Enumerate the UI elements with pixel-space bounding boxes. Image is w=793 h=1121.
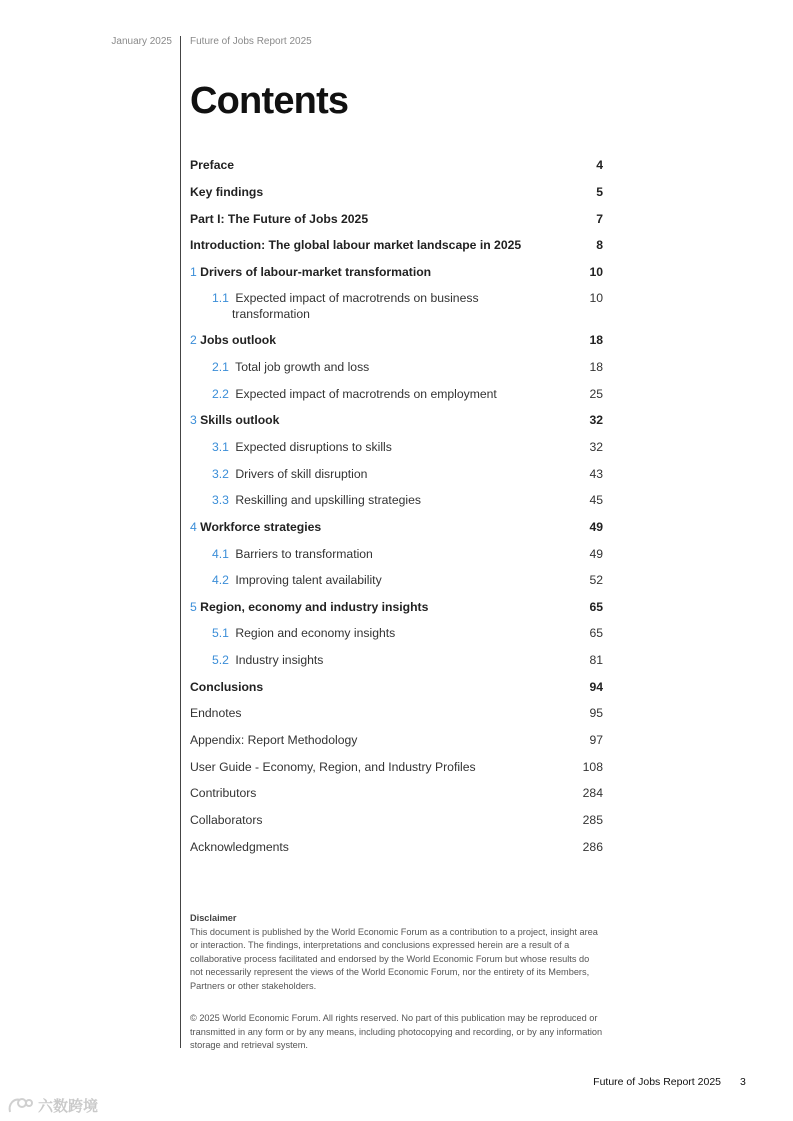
page-title: Contents bbox=[190, 80, 349, 122]
toc-entry-number: 3.2 bbox=[212, 467, 229, 481]
toc-entry-page: 95 bbox=[589, 706, 603, 720]
toc-entry-label: Expected impact of macrotrends on business transformation bbox=[232, 291, 479, 321]
toc-entry-label: Skills outlook bbox=[200, 413, 280, 427]
toc-entry-label: Drivers of labour-market transformation bbox=[200, 265, 432, 279]
toc-entry-number: 5.2 bbox=[212, 653, 229, 667]
toc-entry-number: 3.3 bbox=[212, 493, 229, 507]
toc-entry-page: 108 bbox=[582, 760, 603, 774]
toc-entry-number: 3 bbox=[190, 413, 197, 427]
header-date: January 2025 bbox=[111, 36, 172, 47]
toc-entry-number: 5.1 bbox=[212, 626, 229, 640]
toc-entry-label: Industry insights bbox=[235, 653, 324, 667]
toc-entry-label: Barriers to transformation bbox=[235, 547, 373, 561]
toc-entry-label: Drivers of skill disruption bbox=[235, 467, 368, 481]
toc-entry-page: 18 bbox=[589, 360, 603, 374]
toc-entry-page: 10 bbox=[589, 291, 603, 305]
toc-entry-label: Region, economy and industry insights bbox=[200, 600, 429, 614]
toc-entry-page: 94 bbox=[589, 680, 603, 694]
toc-entry-page: 52 bbox=[589, 573, 603, 587]
toc-entry-number: 1 bbox=[190, 265, 197, 279]
disclaimer-text: This document is published by the World Economic Forum as a contribution to a project, insight area or interaction. The findings, interpretations and conclusions expressed herein are a result of a collaborative process facilitated and endorsed by the World Economic Forum but whose results do not necessarily represent the views of the World Economic Forum, nor the entirety of its Members, Partners or other stakeholders. bbox=[190, 926, 598, 991]
toc-entry-page: 32 bbox=[589, 413, 603, 427]
toc-entry-label: Part I: The Future of Jobs 2025 bbox=[190, 212, 369, 226]
toc-entry-page: 284 bbox=[582, 786, 603, 800]
toc-entry-label: User Guide - Economy, Region, and Industry Profiles bbox=[190, 760, 476, 774]
toc-entry-label: Workforce strategies bbox=[200, 520, 322, 534]
toc-entry-label: Jobs outlook bbox=[200, 333, 277, 347]
toc-entry-page: 81 bbox=[589, 653, 603, 667]
toc-entry-label: Conclusions bbox=[190, 680, 264, 694]
toc-entry-page: 25 bbox=[589, 387, 603, 401]
toc-entry-number: 4.2 bbox=[212, 573, 229, 587]
toc-entry-label: Contributors bbox=[190, 786, 257, 800]
toc-entry-number: 3.1 bbox=[212, 440, 229, 454]
toc-entry-page: 49 bbox=[589, 547, 603, 561]
toc-entry-page: 49 bbox=[589, 520, 603, 534]
watermark bbox=[6, 1094, 98, 1116]
footer-report-title: Future of Jobs Report 2025 bbox=[593, 1076, 721, 1088]
toc-entry-page: 10 bbox=[589, 265, 603, 279]
toc-entry-page: 4 bbox=[596, 158, 603, 172]
toc-entry-page: 5 bbox=[596, 185, 603, 199]
disclaimer-heading: Disclaimer bbox=[190, 913, 237, 923]
toc-entry-page: 32 bbox=[589, 440, 603, 454]
toc-entry-page: 285 bbox=[582, 813, 603, 827]
toc-entry-label: Expected impact of macrotrends on employment bbox=[235, 387, 497, 401]
vertical-rule bbox=[180, 36, 181, 1048]
toc-entry-label: Introduction: The global labour market landscape in 2025 bbox=[190, 238, 522, 252]
toc-entry-label: Appendix: Report Methodology bbox=[190, 733, 358, 747]
toc-entry-label: Reskilling and upskilling strategies bbox=[235, 493, 421, 507]
toc-entry-number: 5 bbox=[190, 600, 197, 614]
toc-entry-page: 7 bbox=[596, 212, 603, 226]
copyright-notice: © 2025 World Economic Forum. All rights reserved. No part of this publication may be reproduced or transmitted in any form or by any means, including photocopying and recording, or by any information storage and retrieval system. bbox=[190, 1013, 603, 1051]
toc-entry-label: Improving talent availability bbox=[235, 573, 382, 587]
toc-entry-label: Region and economy insights bbox=[235, 626, 396, 640]
toc-entry-page: 43 bbox=[589, 467, 603, 481]
toc-entry-page: 65 bbox=[589, 600, 603, 614]
toc-entry-page: 45 bbox=[589, 493, 603, 507]
toc-entry-label: Collaborators bbox=[190, 813, 263, 827]
toc-entry-page: 286 bbox=[582, 840, 603, 854]
toc-entry-page: 65 bbox=[589, 626, 603, 640]
disclaimer bbox=[190, 912, 604, 994]
toc-entry-label: Key findings bbox=[190, 185, 264, 199]
toc-entry-number: 2 bbox=[190, 333, 197, 347]
toc-entry-number: 2.2 bbox=[212, 387, 229, 401]
watermark-text: 六数跨境 bbox=[38, 1097, 99, 1115]
toc-entry-label: Preface bbox=[190, 158, 235, 172]
toc-entry-page: 97 bbox=[589, 733, 603, 747]
toc-entry-page: 18 bbox=[589, 333, 603, 347]
toc-entry-number: 1.1 bbox=[212, 291, 229, 305]
footer-page-number: 3 bbox=[740, 1076, 746, 1088]
toc-entry-number: 2.1 bbox=[212, 360, 229, 374]
toc-entry-label: Acknowledgments bbox=[190, 840, 289, 854]
watermark-logo-icon bbox=[6, 1094, 34, 1116]
toc-entry-label: Endnotes bbox=[190, 706, 242, 720]
toc-entry-label: Total job growth and loss bbox=[235, 360, 370, 374]
toc-entry-page: 8 bbox=[596, 238, 603, 252]
toc-entry-number: 4.1 bbox=[212, 547, 229, 561]
toc-entry-number: 4 bbox=[190, 520, 197, 534]
toc-entry-label: Expected disruptions to skills bbox=[235, 440, 392, 454]
header-report-title: Future of Jobs Report 2025 bbox=[190, 36, 312, 47]
